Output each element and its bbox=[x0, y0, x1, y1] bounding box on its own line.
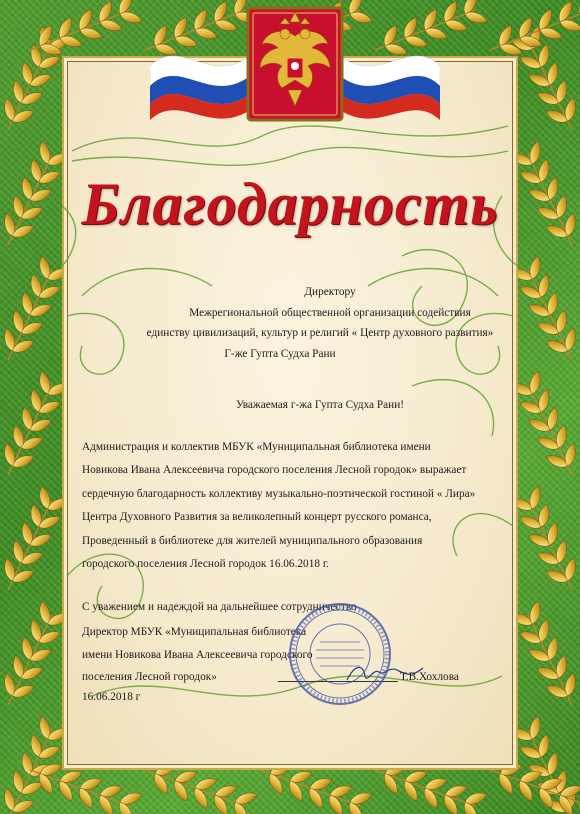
addressee-line-3: единству цивилизаций, культур и религий « Центр духовного развития» bbox=[146, 327, 494, 339]
signer-name: Т.В.Хохлова bbox=[400, 671, 459, 683]
closing-line-4: поселения Лесной городок» bbox=[82, 671, 217, 683]
body-line-5: Проведенный в библиотеке для жителей муниципального образования bbox=[82, 535, 423, 547]
body-line-1: Администрация и коллектив МБУК «Муниципальная библиотека имени bbox=[82, 441, 431, 453]
certificate-title: Благодарность bbox=[81, 171, 499, 237]
addressee-line-2: Межрегиональной общественной организации содействия bbox=[189, 307, 471, 319]
body-line-4: Центра Духовного Развития за великолепный концерт русского романса, bbox=[82, 511, 432, 523]
closing-line-1: С уважением и надеждой на дальнейшее сотрудничество bbox=[82, 601, 357, 613]
closing-line-2: Директор МБУК «Муниципальная библиотека bbox=[82, 626, 307, 638]
addressee-line-4: Г-же Гупта Судха Рани bbox=[224, 348, 336, 360]
body-line-3: сердечную благодарность коллективу музыкально-поэтической гостиной « Лира» bbox=[82, 488, 476, 500]
closing-line-3: имени Новикова Ивана Алексеевича городского bbox=[82, 649, 313, 661]
greeting: Уважаемая г-жа Гупта Судха Рани! bbox=[235, 399, 405, 411]
document-date: 16.06.2018 г bbox=[82, 691, 141, 703]
body-line-2: Новикова Ивана Алексеевича городского поселения Лесной городок» выражает bbox=[82, 464, 467, 476]
official-seal-icon bbox=[286, 600, 394, 708]
body-line-6: городского поселения Лесной городок 16.06.2018 г. bbox=[82, 558, 330, 570]
addressee-line-1: Директору bbox=[304, 286, 356, 298]
russian-coat-of-arms-icon bbox=[150, 6, 440, 124]
